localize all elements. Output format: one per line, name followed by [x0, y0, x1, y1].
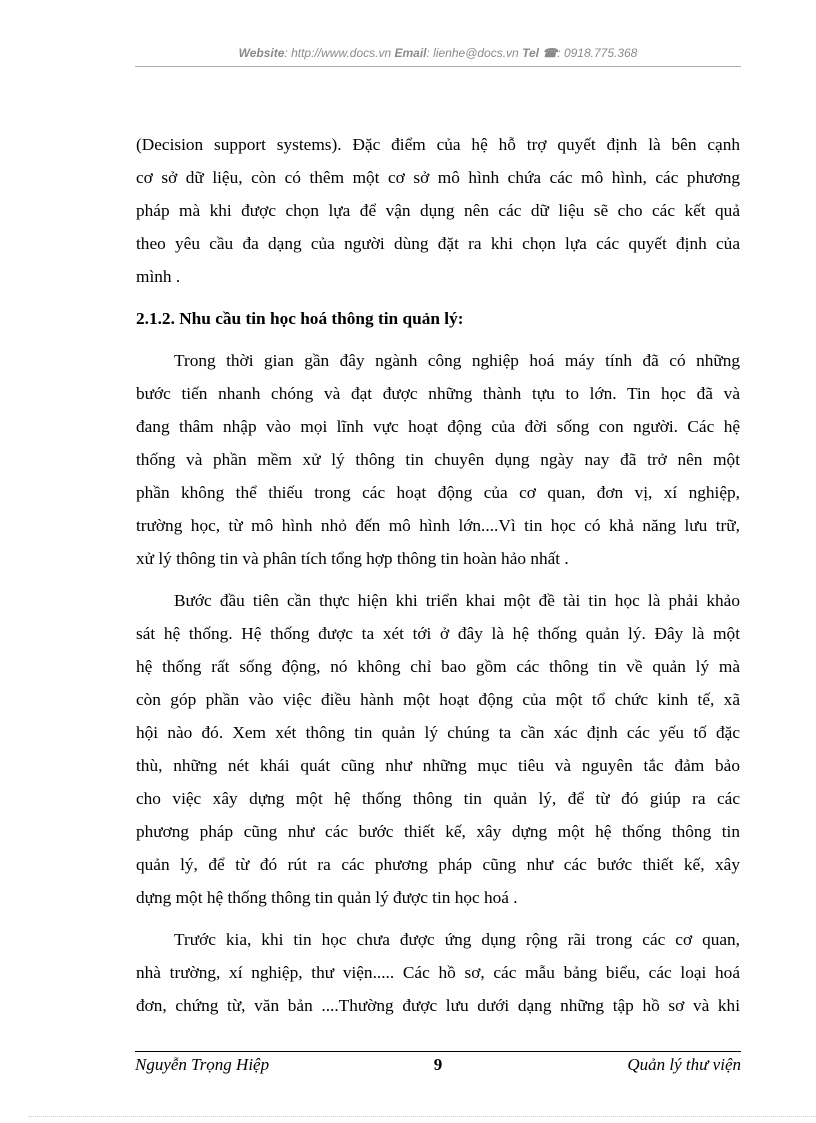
text-line: Trước kia, khi tin học chưa được ứng dụng rộng rãi trong các cơ quan, — [174, 930, 740, 949]
paragraph-it-needs — [136, 344, 740, 575]
text-line: thống và phần mềm xử lý thông tin chuyên dụng ngày nay đã trở nên một — [136, 450, 740, 469]
text-line: thù, những nét khái quát cũng như những mục tiêu và nguyên tắc đảm bảo — [136, 756, 740, 775]
website-value: : http://www.docs.vn — [284, 46, 392, 60]
text-line: xử lý thông tin và phân tích tổng hợp thông tin hoàn hảo nhất . — [136, 549, 569, 568]
page-edge-divider — [28, 1116, 816, 1117]
text-line: mình . — [136, 267, 181, 286]
email-value: : lienhe@docs.vn — [426, 46, 519, 60]
page-number: 9 — [433, 1055, 443, 1074]
website-label: Website — [238, 46, 285, 60]
footer-divider — [135, 1051, 741, 1052]
text-line: nhà trường, xí nghiệp, thư viện..... Các hồ sơ, các mẫu bảng biểu, các loại hoá — [136, 963, 740, 982]
text-line: pháp mà khi được chọn lựa để vận dụng nên các dữ liệu sẽ cho các kết quả — [136, 201, 740, 220]
document-body — [136, 128, 740, 1022]
paragraph-system-survey — [136, 584, 740, 914]
text-line: còn góp phần vào việc điều hành một hoạt động của một tổ chức kinh tế, xã — [136, 690, 740, 709]
text-line: phương pháp cũng như các bước thiết kế, xây dựng một hệ thống thông tin — [136, 822, 740, 841]
footer-author: Nguyễn Trọng Hiệp — [135, 1055, 270, 1074]
section-heading: 2.1.2. Nhu cầu tin học hoá thông tin quản lý: — [136, 309, 464, 328]
text-line: cơ sở dữ liệu, còn có thêm một cơ sở mô hình chứa các mô hình, các phương — [136, 168, 740, 187]
text-line: phần không thể thiếu trong các hoạt động của cơ quan, đơn vị, xí nghiệp, — [136, 483, 740, 502]
header-divider — [135, 66, 741, 67]
text-line: (Decision support systems). Đặc điểm của hệ hỗ trợ quyết định là bên cạnh — [136, 135, 740, 154]
text-line: đang thâm nhập vào mọi lĩnh vực hoạt động của đời sống con người. Các hệ — [136, 417, 740, 436]
tel-value: : 0918.775.368 — [557, 46, 638, 60]
text-line: dựng một hệ thống thông tin quản lý được tin học hoá . — [136, 888, 518, 907]
page-footer — [135, 1055, 741, 1077]
text-line: sát hệ thống. Hệ thống được ta xét tới ở đây là hệ thống quản lý. Đây là một — [136, 624, 740, 643]
paragraph-before-it — [136, 923, 740, 1022]
page-header — [135, 46, 741, 60]
tel-label: Tel — [522, 46, 539, 60]
footer-doc-title: Quản lý thư viện — [627, 1055, 741, 1074]
text-line: quản lý, để từ đó rút ra các phương pháp cũng như các bước thiết kế, xây — [136, 855, 740, 874]
email-label: Email — [394, 46, 427, 60]
text-line: Trong thời gian gần đây ngành công nghiệp hoá máy tính đã có những — [174, 351, 740, 370]
text-line: Bước đầu tiên cần thực hiện khi triển khai một đề tài tin học là phải khảo — [174, 591, 740, 610]
text-line: bước tiến nhanh chóng và đạt được những thành tựu to lớn. Tin học đã và — [136, 384, 740, 403]
paragraph-decision-support — [136, 128, 740, 293]
phone-icon: ☎ — [542, 46, 558, 60]
text-line: hệ thống rất sống động, nó không chỉ bao gồm các thông tin về quản lý mà — [136, 657, 740, 676]
text-line: hội nào đó. Xem xét thông tin quản lý chúng ta cần xác định các yếu tố đặc — [136, 723, 740, 742]
text-line: theo yêu cầu đa dạng của người dùng đặt ra khi chọn lựa các quyết định của — [136, 234, 740, 253]
text-line: trường học, từ mô hình nhỏ đến mô hình lớn....Vì tin học có khả năng lưu trữ, — [136, 516, 740, 535]
text-line: đơn, chứng từ, văn bản ....Thường được lưu dưới dạng những tập hồ sơ và khi — [136, 996, 740, 1015]
text-line: cho việc xây dựng một hệ thống thông tin quản lý, để từ đó giúp ra các — [136, 789, 740, 808]
